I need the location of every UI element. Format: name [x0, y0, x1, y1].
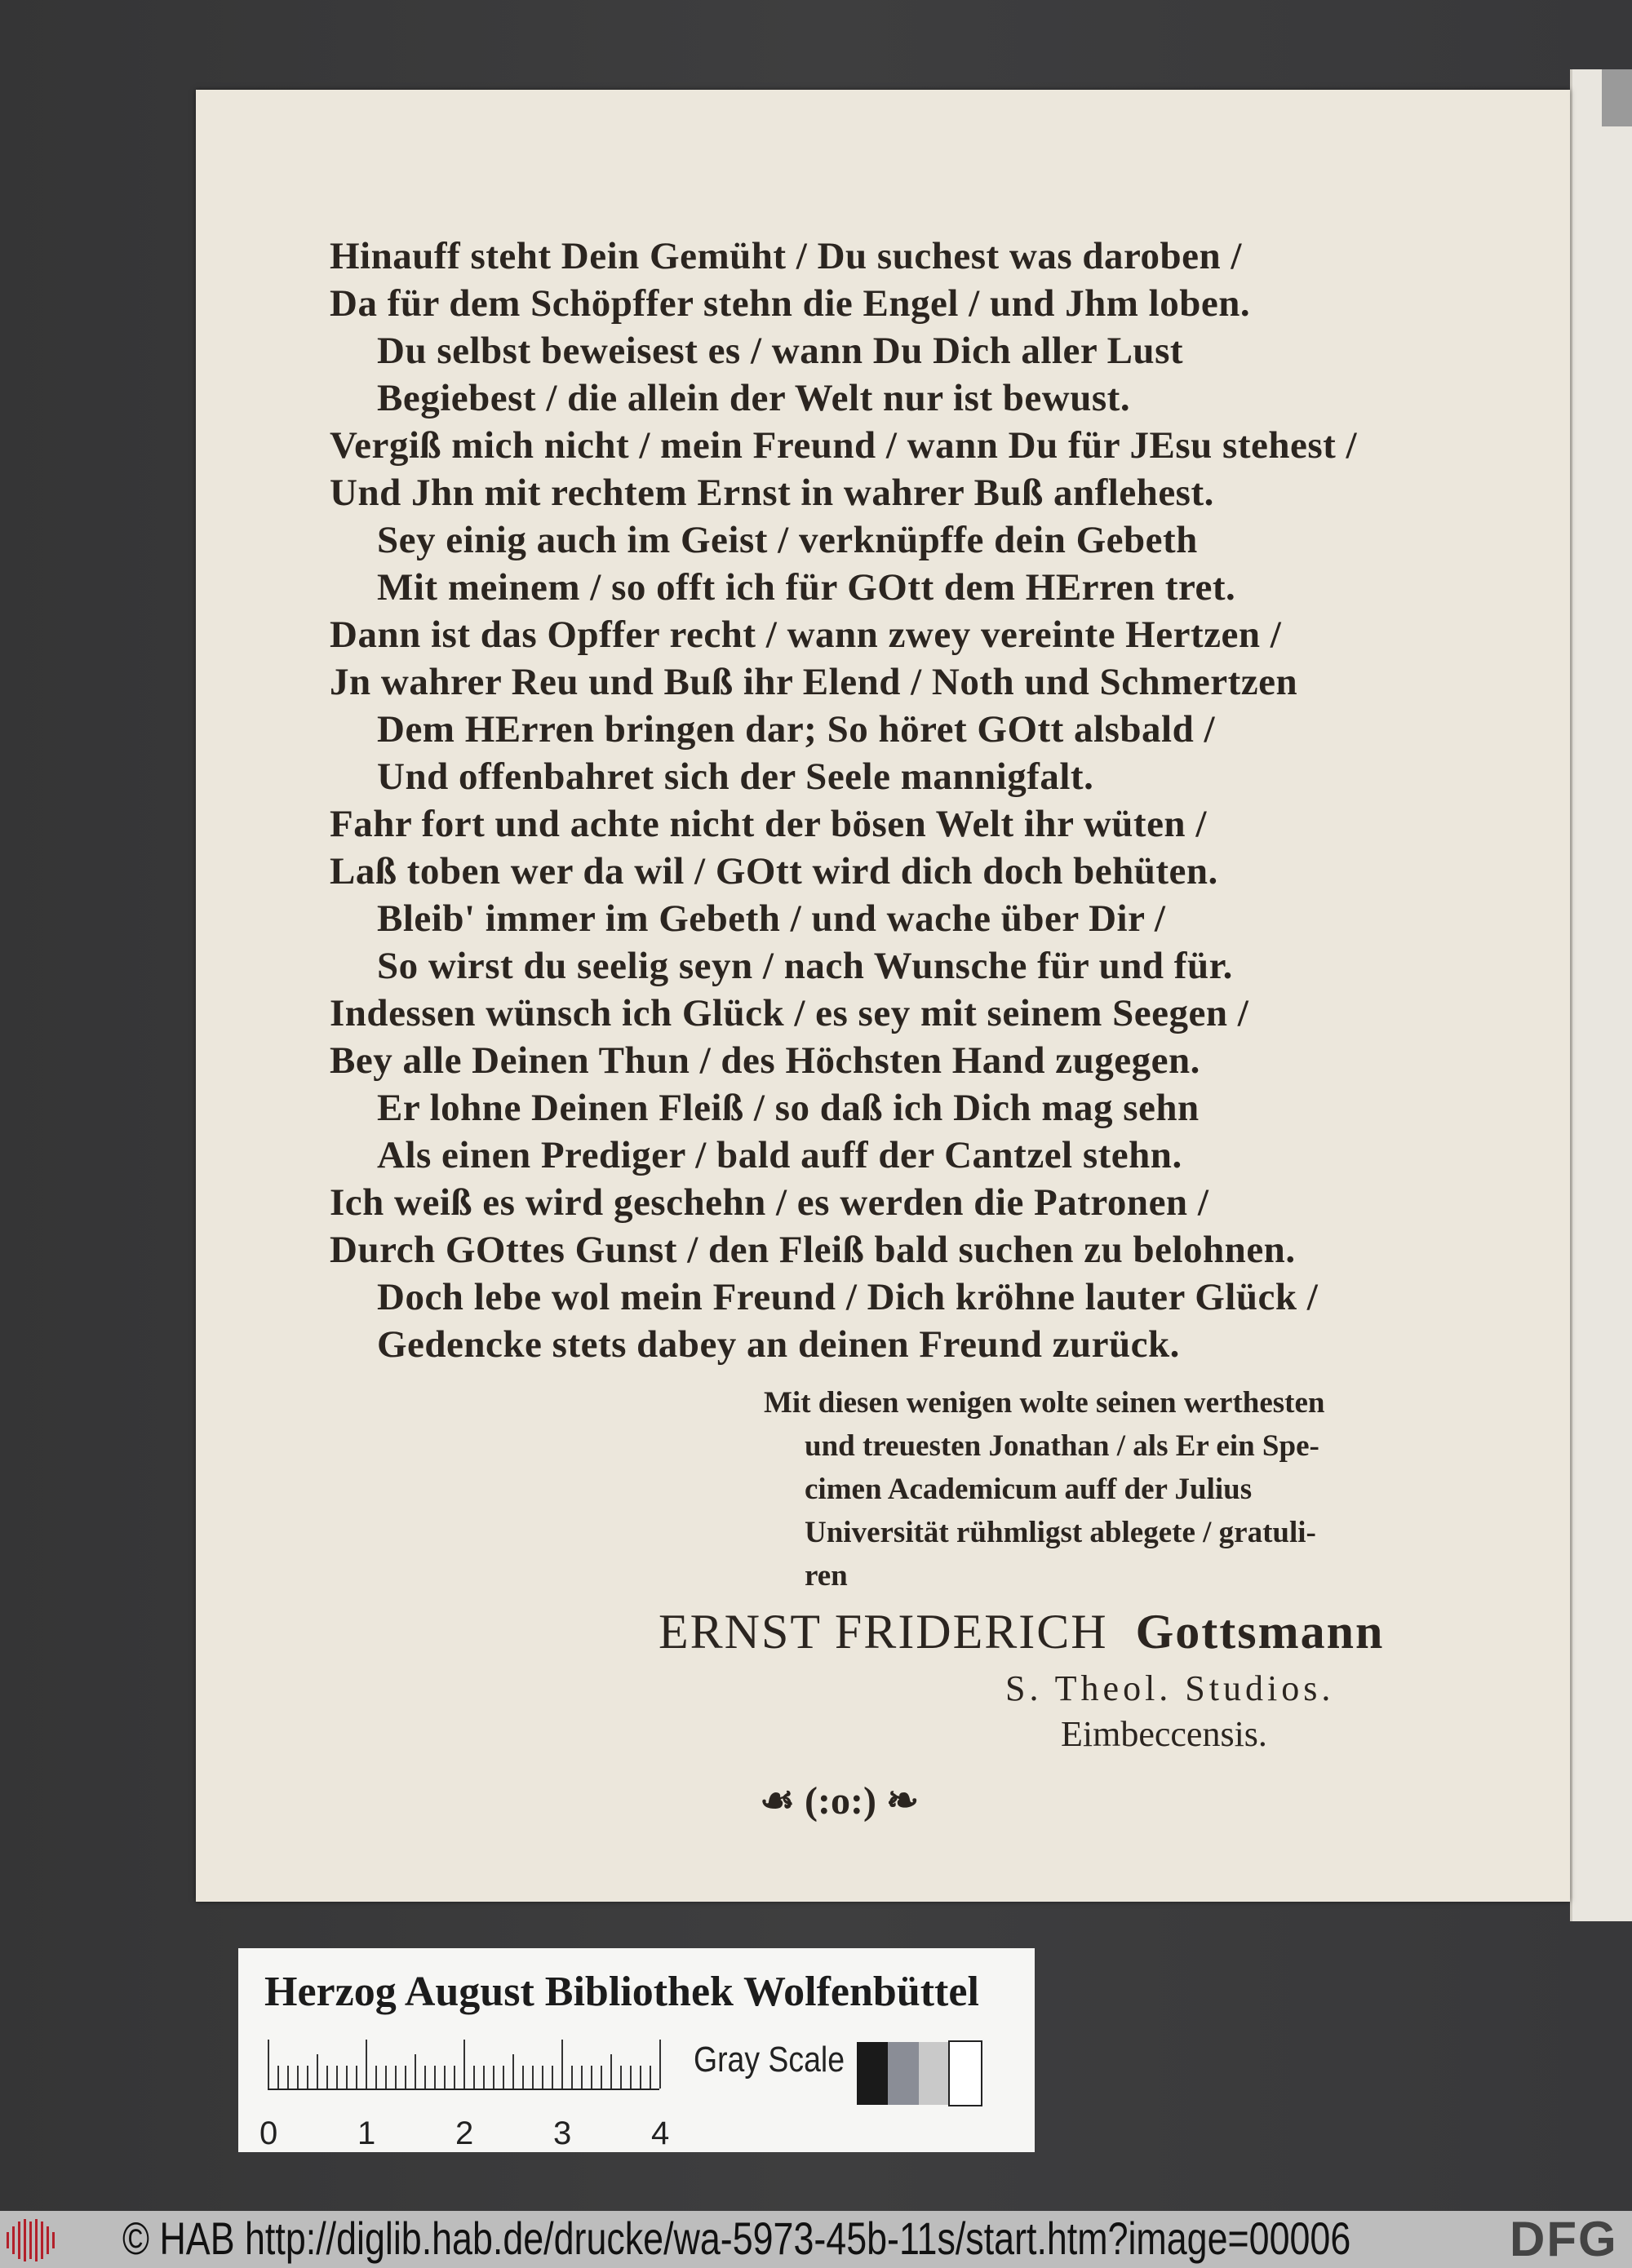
ruler-number: 1	[357, 2115, 376, 2151]
ruler-tick	[424, 2066, 426, 2089]
ruler-number: 2	[455, 2115, 474, 2151]
dedication-line: und treuesten Jonathan / als Er ein Spe-	[805, 1429, 1319, 1463]
ruler-tick	[532, 2066, 534, 2089]
ornament: ☙ (:o:) ❧	[760, 1779, 920, 1823]
footer-bar	[0, 2211, 1632, 2268]
ruler-tick	[346, 2066, 348, 2089]
ruler-tick	[405, 2066, 406, 2089]
dedication-text	[764, 1381, 1417, 1597]
ruler-tick	[522, 2066, 524, 2089]
document-page	[196, 90, 1570, 1902]
color-calibration-card	[238, 1948, 1035, 2152]
adjacent-page-edge	[1570, 69, 1632, 1921]
ruler-tick	[277, 2066, 279, 2089]
verse-line: Sey einig auch im Geist / verknüpffe dein Gebeth	[377, 519, 1198, 561]
verse-line: Und offenbahret sich der Seele mannigfalt.	[377, 755, 1094, 798]
ruler-tick	[356, 2066, 357, 2089]
ruler-tick	[366, 2040, 367, 2089]
verse-line: Hinauff steht Dein Gemüht / Du suchest was daroben /	[330, 235, 1242, 277]
ruler-tick	[601, 2066, 602, 2089]
ruler-tick	[483, 2066, 485, 2089]
institution-name: Herzog August Bibliothek Wolfenbüttel	[264, 1969, 979, 2015]
ruler-number: 3	[553, 2115, 572, 2151]
ruler-tick	[326, 2066, 328, 2089]
verse-line: Jn wahrer Reu und Buß ihr Elend / Noth und Schmertzen	[330, 661, 1298, 703]
verse-line: Du selbst beweisest es / wann Du Dich aller Lust	[377, 330, 1184, 372]
verse-line: Und Jhn mit rechtem Ernst in wahrer Buß anflehest.	[330, 472, 1214, 514]
gray-patch	[919, 2042, 950, 2105]
author-name-surname: Gottsmann	[1135, 1605, 1385, 1659]
verse-line: So wirst du seelig seyn / nach Wunsche für und für.	[377, 945, 1233, 987]
ruler-number: 0	[259, 2115, 278, 2151]
verse-line: Ich weiß es wird geschehn / es werden die Patronen /	[330, 1181, 1209, 1224]
ruler-tick	[610, 2054, 612, 2089]
ruler-tick	[336, 2066, 338, 2089]
ruler-tick	[640, 2066, 641, 2089]
author-name-roman: ERNST FRIDERICH	[659, 1605, 1108, 1659]
ruler-tick	[454, 2066, 455, 2089]
poem-verse	[330, 233, 1554, 1368]
ruler-tick	[542, 2066, 543, 2089]
ruler-tick	[395, 2066, 397, 2089]
dfg-logo: DFG	[1510, 2212, 1618, 2266]
ruler-tick	[561, 2040, 563, 2089]
author-title: S. Theol. Studios.	[1005, 1668, 1335, 1708]
author-name	[659, 1604, 1384, 1659]
ruler-tick	[415, 2054, 416, 2089]
gray-patch	[857, 2042, 888, 2105]
hab-logo-icon	[7, 2219, 65, 2261]
ruler-tick	[473, 2066, 475, 2089]
ruler-tick	[552, 2066, 553, 2089]
ruler-tick	[630, 2066, 632, 2089]
verse-line: Doch lebe wol mein Freund / Dich kröhne lauter Glück /	[377, 1276, 1319, 1318]
gray-patch	[888, 2042, 919, 2105]
ruler-tick	[493, 2066, 494, 2089]
gray-scale-label: Gray Scale	[694, 2040, 845, 2080]
dedication-line: ren	[805, 1559, 848, 1592]
verse-line: Vergiß mich nicht / mein Freund / wann Du für JEsu stehest /	[330, 424, 1358, 467]
dedication-line: Mit diesen wenigen wolte seinen werthesten	[764, 1386, 1325, 1420]
ruler-tick	[591, 2066, 592, 2089]
dedication-line: cimen Academicum auff der Julius	[805, 1473, 1253, 1506]
ruler-tick	[375, 2066, 377, 2089]
verse-line: Mit meinem / so offt ich für GOtt dem HErren tret.	[377, 566, 1236, 609]
ruler-tick	[512, 2054, 514, 2089]
ruler-tick	[620, 2066, 622, 2089]
ruler-tick	[307, 2066, 308, 2089]
verse-line: Dann ist das Opffer recht / wann zwey vereinte Hertzen /	[330, 614, 1282, 656]
ruler-tick	[650, 2066, 651, 2089]
verse-line: Bey alle Deinen Thun / des Höchsten Hand zugegen.	[330, 1039, 1200, 1082]
ruler-tick	[571, 2066, 573, 2089]
source-url: © HAB http://diglib.hab.de/drucke/wa-5973-45b-11s/start.htm?image=00006	[122, 2213, 1351, 2264]
verse-line: Durch GOttes Gunst / den Fleiß bald suchen zu belohnen.	[330, 1229, 1296, 1271]
ruler-tick	[385, 2066, 387, 2089]
ruler-tick	[297, 2066, 299, 2089]
ruler-tick	[581, 2066, 583, 2089]
verse-line: Er lohne Deinen Fleiß / so daß ich Dich mag sehn	[377, 1087, 1200, 1129]
ruler	[268, 2040, 659, 2090]
verse-line: Als einen Prediger / bald auff der Cantzel stehn.	[377, 1134, 1182, 1176]
ruler-tick	[268, 2040, 269, 2089]
verse-line: Laß toben wer da wil / GOtt wird dich doch behüten.	[330, 850, 1218, 893]
verse-line: Dem HErren bringen dar; So höret GOtt alsbald /	[377, 708, 1216, 751]
author-origin: Eimbeccensis.	[1061, 1714, 1267, 1754]
ruler-number: 4	[651, 2115, 670, 2151]
ruler-tick	[463, 2040, 465, 2089]
verse-line: Bleib' immer im Gebeth / und wache über Dir /	[377, 897, 1166, 940]
verse-line: Fahr fort und achte nicht der bösen Welt ihr wüten /	[330, 803, 1207, 845]
ruler-tick	[434, 2066, 436, 2089]
verse-line: Gedencke stets dabey an deinen Freund zurück.	[377, 1323, 1180, 1366]
dedication-line: Universität rühmligst ablegete / gratuli-	[805, 1516, 1316, 1549]
gray-patch	[950, 2042, 981, 2105]
verse-line: Da für dem Schöpffer stehn die Engel / und Jhm loben.	[330, 282, 1251, 325]
ruler-tick	[659, 2040, 661, 2089]
verse-line: Begiebest / die allein der Welt nur ist bewust.	[377, 377, 1131, 419]
ruler-tick	[287, 2066, 289, 2089]
ruler-tick	[444, 2066, 446, 2089]
ruler-tick	[317, 2054, 318, 2089]
verse-line: Indessen wünsch ich Glück / es sey mit seinem Seegen /	[330, 992, 1249, 1034]
ruler-tick	[503, 2066, 504, 2089]
